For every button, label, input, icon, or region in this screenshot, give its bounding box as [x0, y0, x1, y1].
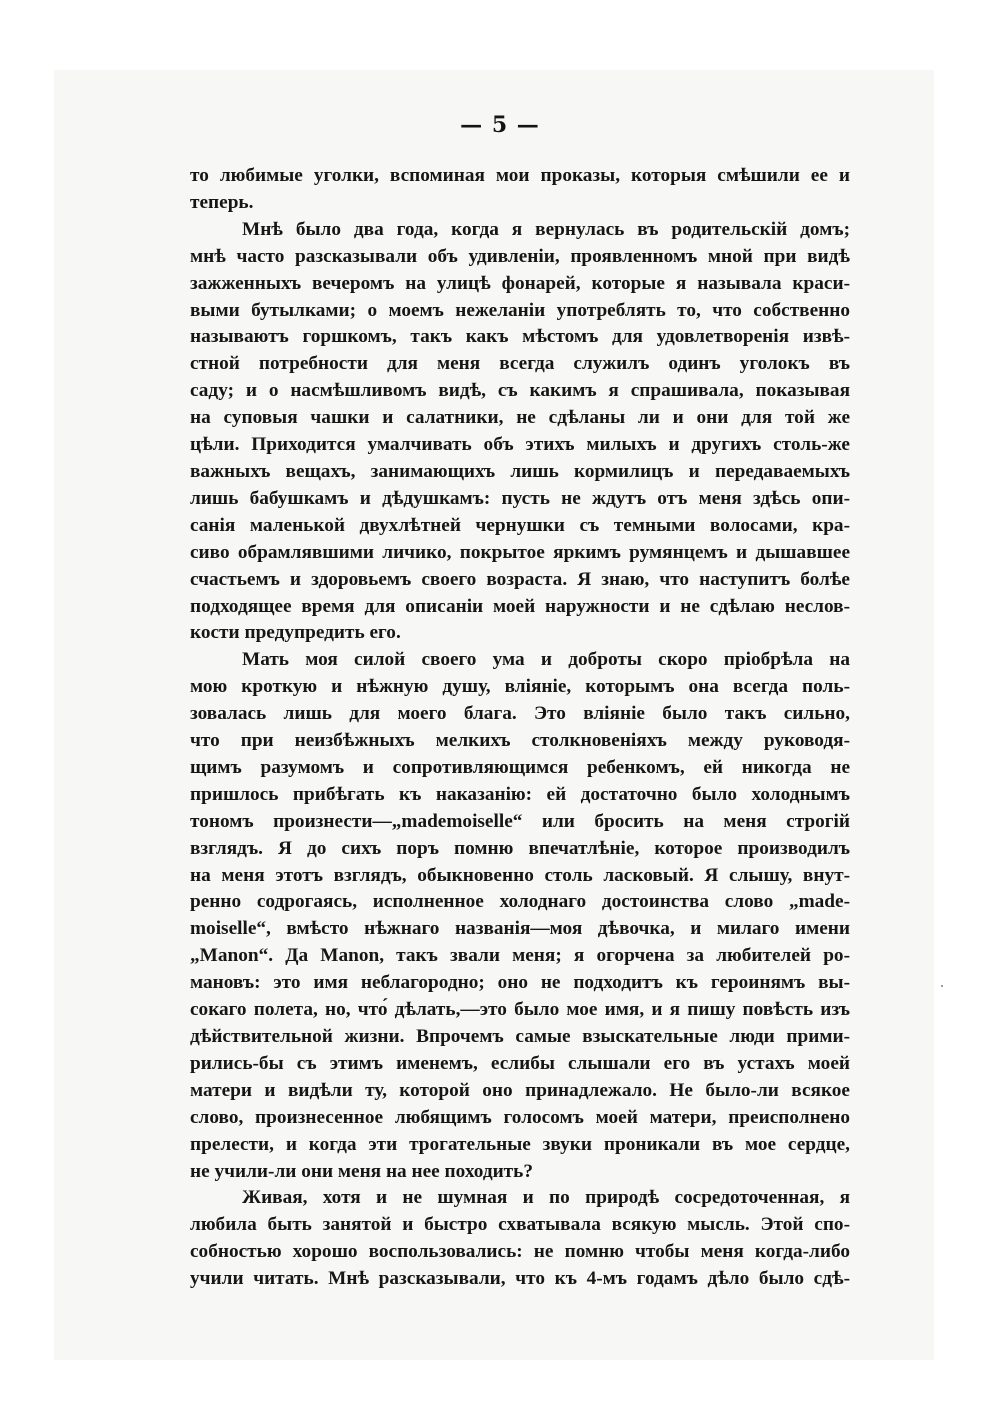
text-line: зовалась лишь для моего блага. Это вліяніе было такъ сильно, — [190, 703, 850, 725]
text-line: собностью хорошо воспользовались: не помню чтобы меня когда-либо — [190, 1241, 850, 1263]
text-line: важныхъ вещахъ, занимающихъ лишь кормилицъ и передаваемыхъ — [190, 460, 850, 482]
text-line: матери и видѣли ту, которой оно принадлежало. Не было-ли всякое — [190, 1079, 850, 1101]
text-line: мнѣ часто разсказывали объ удивленіи, проявленномъ мной при видѣ — [190, 245, 850, 267]
body-text — [190, 163, 850, 1293]
page-number: — 5 — — [460, 112, 540, 138]
text-line: не учили-ли они меня на нее походить? — [190, 1160, 533, 1182]
text-line: мою кроткую и нѣжную душу, вліяніе, которымъ она всегда поль- — [190, 676, 850, 698]
text-line: зажженныхъ вечеромъ на улицѣ фонарей, которые я называла краси- — [190, 272, 850, 294]
text-line: рились-бы съ этимъ именемъ, еслибы слышали его въ устахъ моей — [190, 1052, 850, 1074]
paragraph-start-line: Мнѣ было два года, когда я вернулась въ родительскій домъ; — [242, 218, 850, 240]
text-line: прелести, и когда эти трогательные звуки проникали въ мое сердце, — [190, 1133, 850, 1155]
text-line: сиво обрамлявшими личико, покрытое яркимъ румянцемъ и дышавшее — [190, 541, 850, 563]
text-line: щимъ разумомъ и сопротивляющимся ребенкомъ, ей никогда не — [190, 756, 850, 778]
paragraph-start-line: Живая, хотя и не шумная и по природѣ сосредоточенная, я — [242, 1187, 850, 1209]
text-line: выми бутылками; о моемъ нежеланіи употреблять то, что собственно — [190, 299, 850, 321]
text-line: moiselle“, вмѣсто нѣжнаго названія—моя дѣвочка, и милаго имени — [190, 918, 850, 940]
text-line: на меня этотъ взглядъ, обыкновенно столь ласковый. Я слышу, внут- — [190, 864, 850, 886]
text-line: что при неизбѣжныхъ мелкихъ столкновеніяхъ между руководя- — [190, 730, 850, 752]
text-line: тономъ произнести—„mademoiselle“ или бросить на меня строгій — [190, 810, 850, 832]
text-line: теперь. — [190, 191, 254, 213]
text-line: мановъ: это имя неблагородно; оно не подходитъ къ героинямъ вы- — [190, 972, 850, 994]
text-line: на суповыя чашки и салатники, не сдѣланы ли и они для той же — [190, 407, 850, 429]
text-line: кости предупредить его. — [190, 622, 401, 644]
text-line: сокаго полета, но, что́ дѣлать,—это было мое имя, и я пишу повѣсть изъ — [190, 999, 850, 1021]
text-line: „Manon“. Да Manon, такъ звали меня; я огорчена за любителей ро- — [190, 945, 850, 967]
margin-speck — [941, 985, 943, 987]
text-line: слово, произнесенное любящимъ голосомъ моей матери, преисполнено — [190, 1106, 850, 1128]
text-line: дѣйствительной жизни. Впрочемъ самые взыскательные люди прими- — [190, 1026, 850, 1047]
text-line: цѣли. Приходится умалчивать объ этихъ милыхъ и другихъ столь-же — [190, 434, 850, 456]
text-line: лишь бабушкамъ и дѣдушкамъ: пусть не ждутъ отъ меня здѣсь опи- — [190, 487, 850, 509]
text-line: счастьемъ и здоровьемъ своего возраста. Я знаю, что наступитъ болѣе — [190, 568, 850, 590]
text-line: учили читать. Мнѣ разсказывали, что къ 4-мъ годамъ дѣло было сдѣ- — [190, 1268, 850, 1290]
text-line: саду; и о насмѣшливомъ видѣ, съ какимъ я спрашивала, показывая — [190, 380, 850, 402]
text-line: взглядъ. Я до сихъ поръ помню впечатлѣніе, которое производилъ — [190, 837, 850, 859]
text-line: называютъ горшкомъ, такъ какъ мѣстомъ для удовлетворенія извѣ- — [190, 326, 850, 348]
paragraph-start-line: Мать моя силой своего ума и доброты скоро пріобрѣла на — [242, 649, 850, 671]
text-line: любила быть занятой и быстро схватывала всякую мысль. Этой спо- — [190, 1214, 850, 1236]
text-line: санія маленькой двухлѣтней чернушки съ темными волосами, кра- — [190, 514, 850, 536]
text-line: ренно содрогаясь, исполненное холоднаго достоинства слово „made- — [190, 891, 850, 913]
text-line: подходящее время для описаніи моей наружности и не сдѣлаю неслов- — [190, 595, 850, 617]
text-line: то любимые уголки, вспоминая мои проказы, которыя смѣшили ее и — [190, 165, 850, 186]
text-line: пришлось прибѣгать къ наказанію: ей достаточно было холоднымъ — [190, 783, 850, 805]
text-line: стной потребности для меня всегда служилъ одинъ уголокъ въ — [190, 353, 850, 375]
